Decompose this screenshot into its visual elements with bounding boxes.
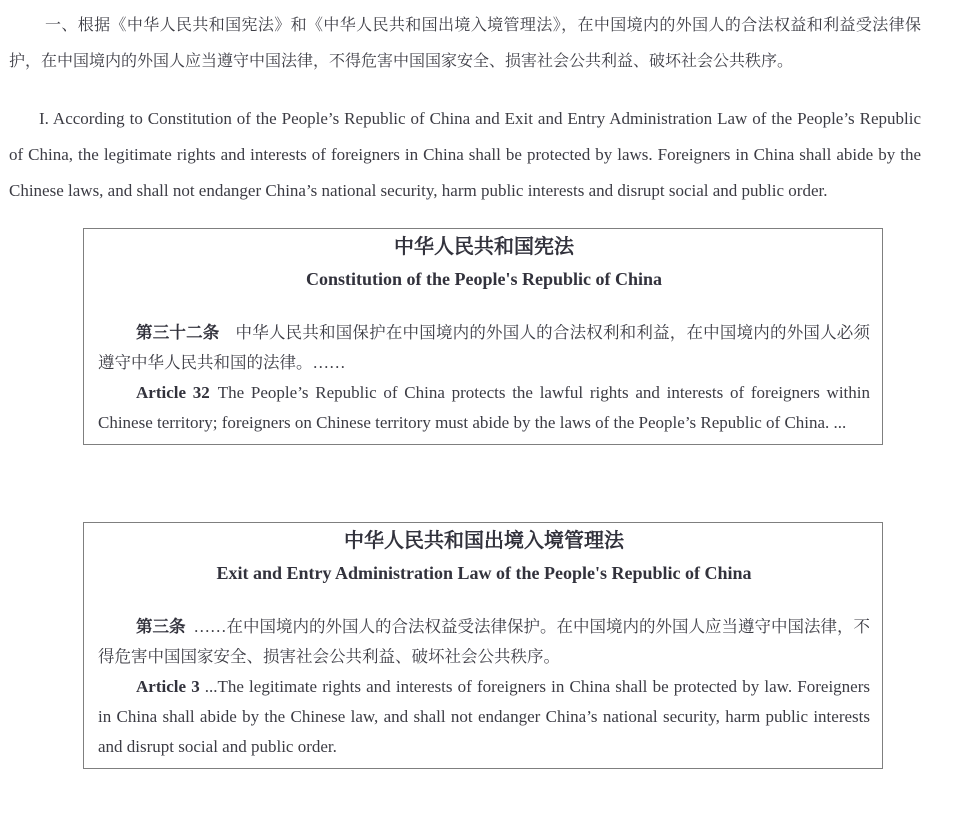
- intro-paragraph-zh: 一、根据《中华人民共和国宪法》和《中华人民共和国出境入境管理法》，在中国境内的外国人的合法权益和利益受法律保护，在中国境内的外国人应当遵守中国法律，不得危害中国国家安全、损害社会公共利益、破坏社会公共秩序。: [9, 17, 921, 70]
- exit-entry-law-quote-box: [83, 522, 883, 769]
- exit-entry-article-en: [98, 672, 870, 762]
- exit-entry-article-number-en: Article 3: [136, 677, 200, 696]
- constitution-article-text-zh: 中华人民共和国保护在中国境内的外国人的合法权利和利益，在中国境内的外国人必须遵守中华人民共和国的法律。……: [98, 323, 871, 372]
- constitution-title-zh: 中华人民共和国宪法: [394, 236, 574, 258]
- constitution-article-en: [98, 378, 870, 438]
- intro-paragraph-en: I. According to Constitution of the People’s Republic of China and Exit and Entry Administration Law of the People’s Republic of China, the legitimate rights and interests of foreigners in China shall be protected by laws. Foreigners in China shall abide by the Chinese laws, and shall not endanger China’s national security, harm public interests and disrupt social and public order.: [9, 109, 921, 200]
- constitution-article-number-en: Article 32: [136, 383, 210, 402]
- constitution-article-text-en: The People’s Republic of China protects the lawful rights and interests of foreigners within Chinese territory; foreigners on Chinese territory must abide by the laws of the People’s Republic of China. ...: [98, 383, 870, 432]
- constitution-quote-box: [83, 228, 883, 445]
- exit-entry-article-number-zh: 第三条: [136, 617, 186, 636]
- constitution-article-zh: [98, 318, 870, 378]
- exit-entry-article-text-en: ...The legitimate rights and interests of foreigners in China shall be protected by law. Foreigners in China shall abide by the Chinese law, and shall not endanger China’s national security, harm public interests and disrupt social and public order.: [98, 677, 870, 756]
- constitution-title-en: Constitution of the People's Republic of China: [305, 269, 663, 289]
- constitution-article-number-zh: 第三十二条: [136, 323, 220, 342]
- exit-entry-article-text-zh: ……在中国境内的外国人的合法权益受法律保护。在中国境内的外国人应当遵守中国法律，不得危害中国国家安全、损害社会公共利益、破坏社会公共秩序。: [98, 617, 870, 666]
- exit-entry-title-zh: 中华人民共和国出境入境管理法: [344, 530, 624, 552]
- exit-entry-article-zh: [98, 612, 870, 672]
- exit-entry-title-en: Exit and Entry Administration Law of the People's Republic of China: [216, 563, 752, 583]
